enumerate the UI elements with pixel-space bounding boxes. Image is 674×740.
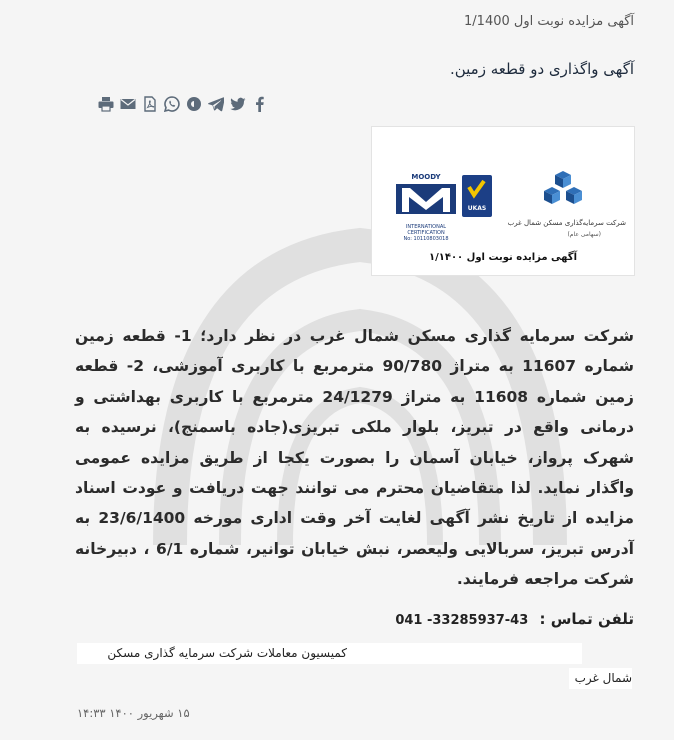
twitter-icon[interactable] bbox=[230, 96, 246, 112]
share-bar bbox=[98, 96, 268, 112]
company-logo bbox=[540, 169, 586, 213]
email-icon[interactable] bbox=[120, 96, 136, 112]
moody-sub: INTERNATIONAL CERTIFICATION bbox=[405, 224, 447, 236]
article-title[interactable]: آگهی واگذاری دو قطعه زمین. bbox=[449, 60, 634, 78]
moody-logo bbox=[394, 174, 458, 230]
signature-line-2: شمال غرب bbox=[569, 668, 632, 689]
signature-line-1 bbox=[77, 643, 582, 664]
phone-label: تلفن تماس : bbox=[539, 610, 634, 628]
article-kicker: آگهی مزایده نوبت اول 1/1400 bbox=[464, 14, 634, 29]
soundcloud-icon[interactable] bbox=[186, 96, 202, 112]
telegram-icon[interactable] bbox=[208, 96, 224, 112]
contact-phone bbox=[395, 610, 634, 628]
print-icon[interactable] bbox=[98, 96, 114, 112]
moody-name: MOODY bbox=[411, 173, 441, 181]
article-body: شرکت سرمایه گذاری مسکن شمال غرب در نظر دارد؛ 1- قطعه زمین شماره 11607 به متراژ 90/780 مترمربع با کاربری آموزشی، 2- قطعه زمین شماره 11608 به متراژ 24/1279 مترمربع با کاربری بهداشتی و درمانی واقع در تبریز، بلوار ملکی تبریزی(جاده باسمنج)، نرسیده به شهرک پرواز، خیابان آسمان را بصورت یکجا از طریق مزایده عمومی واگذار نماید. لذا متقاضیان محترم می توانند جهت دریافت و عودت اسناد مزایده از تاریخ نشر آگهی لغایت آخر وقت اداری مورخه 23/6/1400 به آدرس تبریز، سربالایی ولیعصر، نبش خیابان توانیر، شماره 6/1 ، دبیرخانه شرکت مراجعه فرمایند. bbox=[75, 327, 634, 589]
company-type: (سهامی عام) bbox=[567, 231, 601, 238]
image-caption: آگهی مزایده نوبت اول ۱/۱۴۰۰ bbox=[428, 252, 578, 263]
phone-number: 43-33285937- 041 bbox=[395, 613, 529, 628]
facebook-icon[interactable] bbox=[252, 96, 268, 112]
signature-text-1: کمیسیون معاملات شرکت سرمایه گذاری مسکن bbox=[107, 646, 347, 660]
moody-number: No: 10110803018 bbox=[403, 236, 449, 242]
company-name: شرکت سرمایه‌گذاری مسکن شمال غرب bbox=[507, 219, 626, 227]
article-image[interactable] bbox=[371, 126, 635, 276]
ukas-label: UKAS bbox=[467, 205, 487, 212]
whatsapp-icon[interactable] bbox=[164, 96, 180, 112]
pdf-icon[interactable] bbox=[142, 96, 158, 112]
moody-caption bbox=[394, 224, 458, 242]
publish-date: ۱۵ شهریور ۱۴۰۰ ۱۴:۳۳ bbox=[77, 706, 190, 720]
